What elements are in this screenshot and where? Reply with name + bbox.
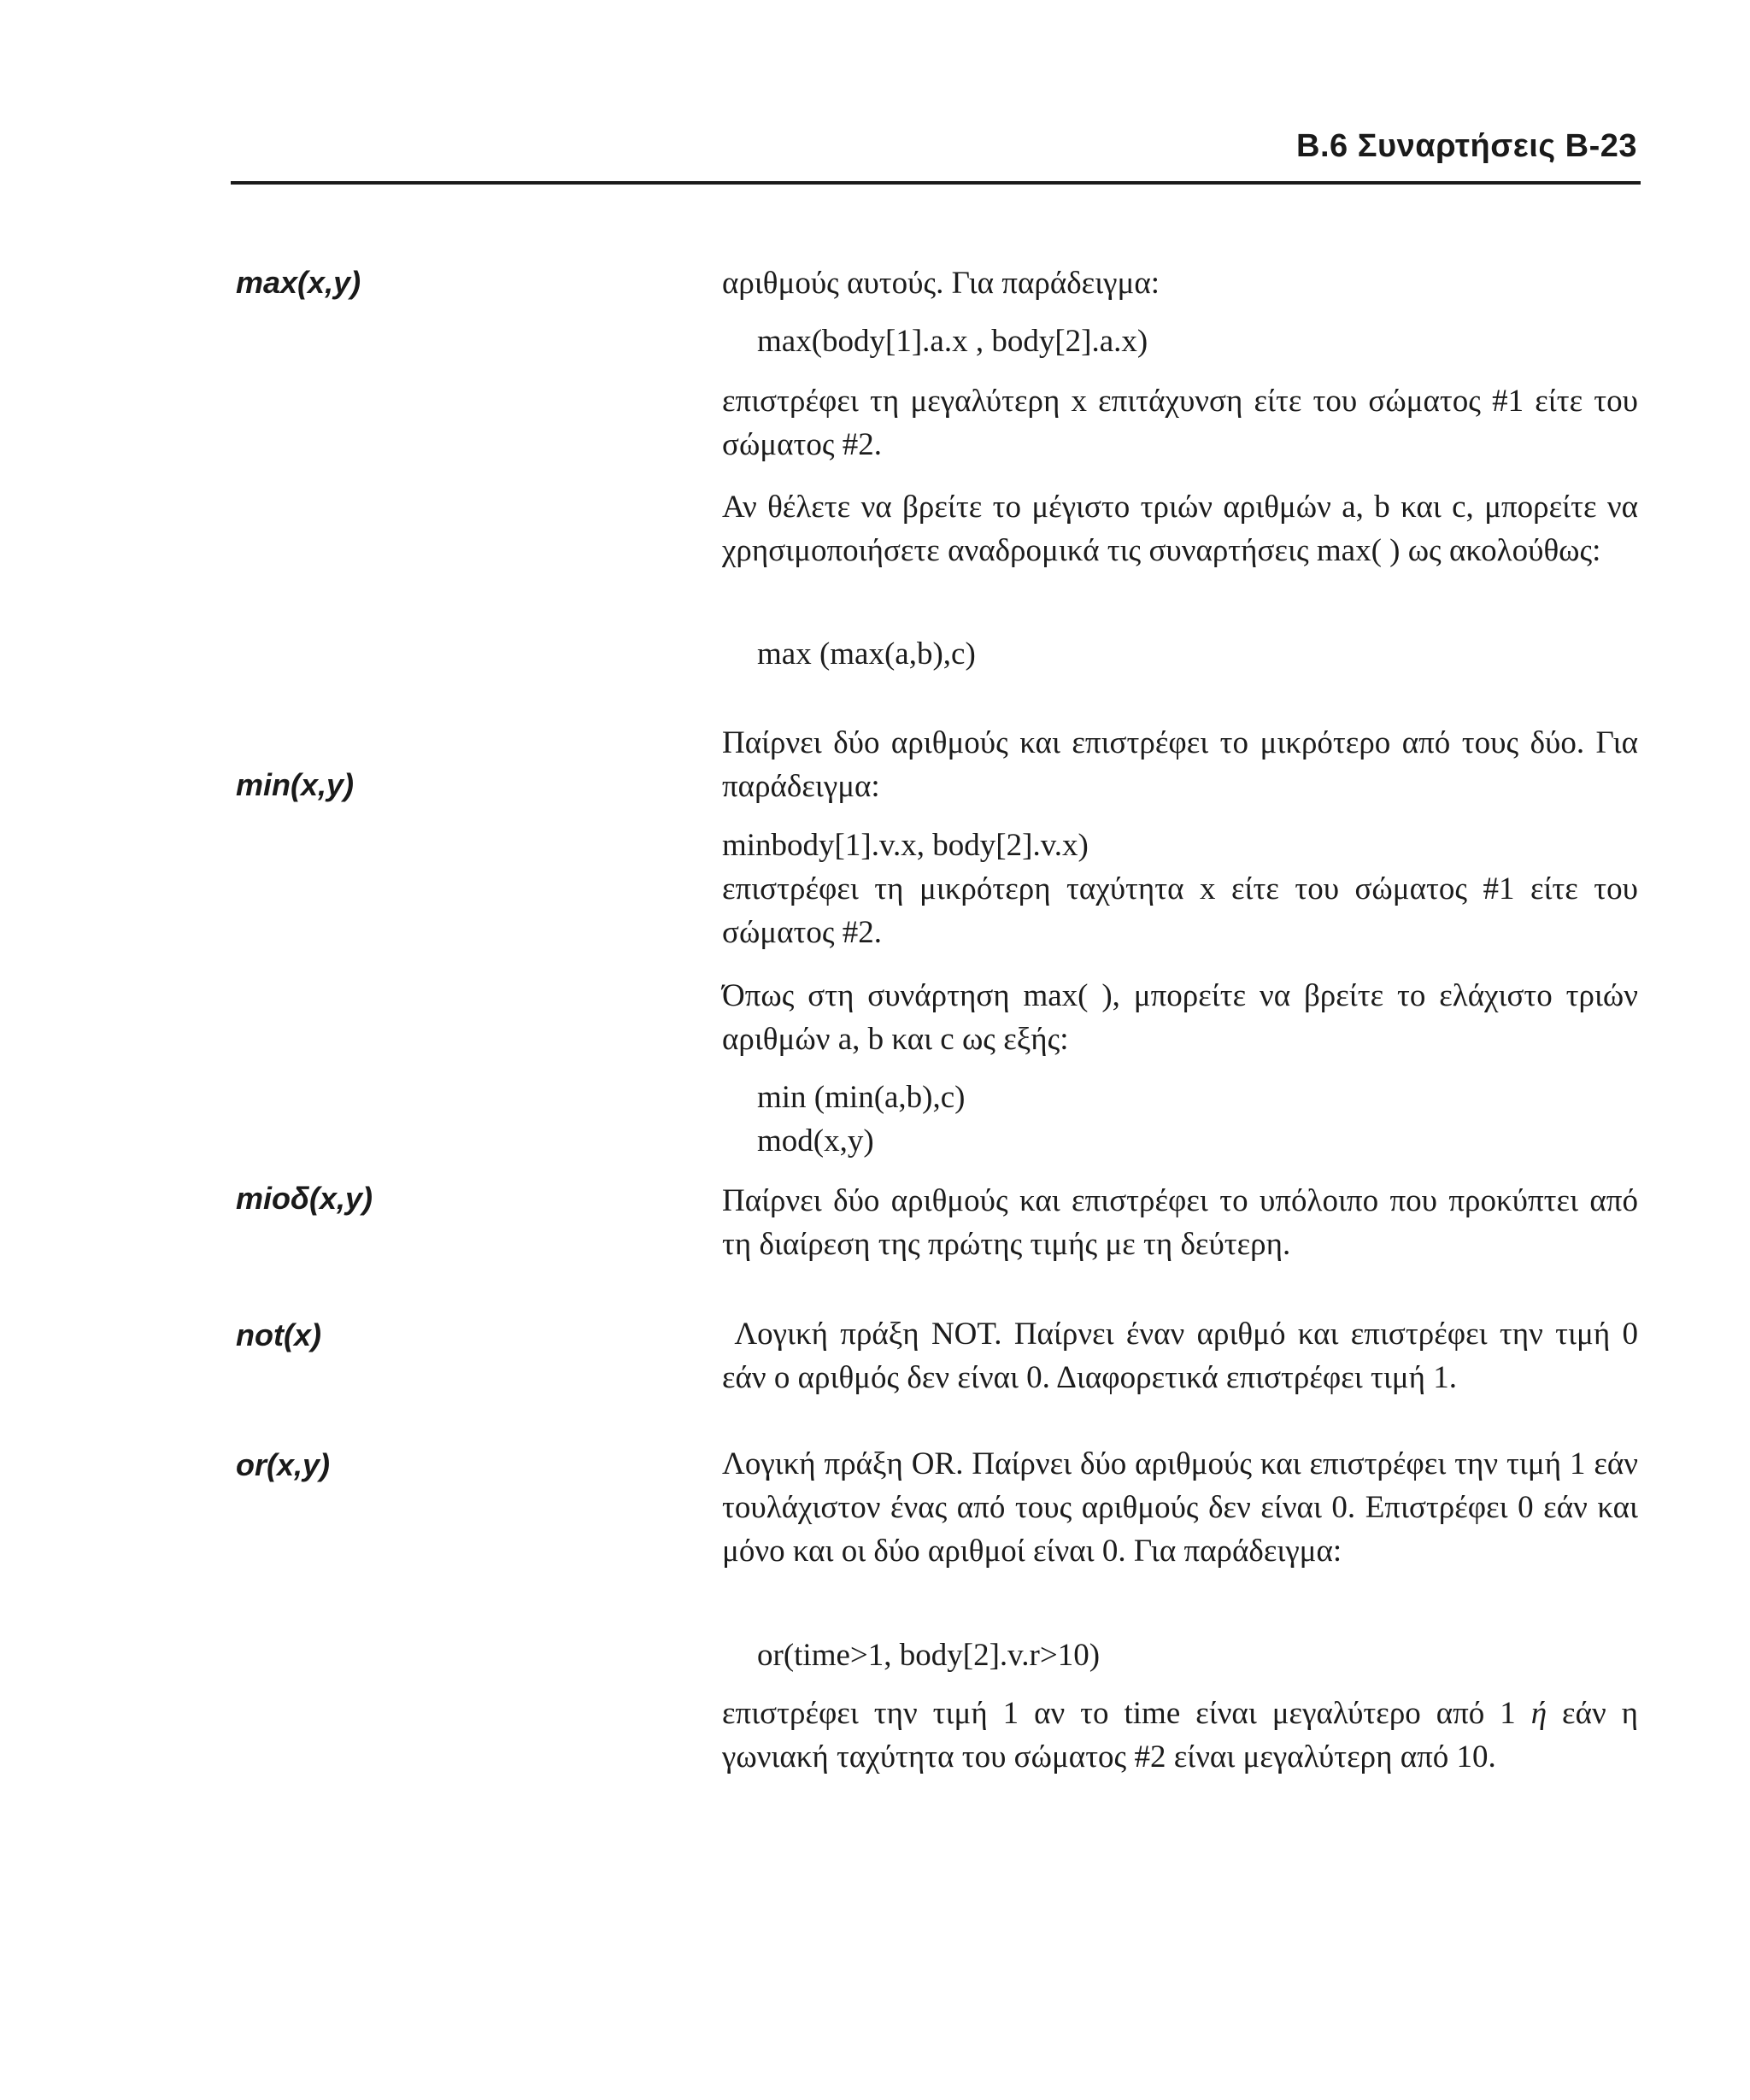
- max-recursive-note: Αν θέλετε να βρείτε το μέγιστο τριών αριθμών a, b και c, μπορείτε να χρησιμοποιήσετε αναδρομικά τις συναρτήσεις max( ) ως ακολούθως:: [722, 490, 1638, 568]
- mod-signature-code: mod(x,y): [757, 1123, 874, 1159]
- or-result-text: [722, 1692, 1638, 1779]
- function-name-min: min(x,y): [236, 767, 355, 802]
- max-description: επιστρέφει τη μεγαλύτερη x επιτάχυνση είτε του σώματος #1 είτε του σώματος #2.: [722, 384, 1638, 462]
- function-name-or: or(x,y): [236, 1447, 331, 1482]
- or-result-part-2: εάν η γωνιακή ταχύτητα του σώματος #2 είναι μεγαλύτερη από 10.: [722, 1696, 1638, 1774]
- min-code-example: minbody[1].v.x, body[2].v.x): [722, 828, 1089, 863]
- not-description: Λογική πράξη NOT. Παίρνει έναν αριθμό και επιστρέφει την τιμή 0 εάν ο αριθμός δεν είναι 0. Διαφορετικά επιστρέφει τιμή 1.: [722, 1317, 1647, 1395]
- max-recursive-code: max (max(a,b),c): [757, 636, 976, 672]
- function-name-mod: mioδ(x,y): [236, 1181, 373, 1216]
- mod-description: Παίρνει δύο αριθμούς και επιστρέφει το υπόλοιπο που προκύπτει από τη διαίρεση της πρώτης τιμής με τη δεύτερη.: [722, 1183, 1638, 1262]
- header-title: B.6 Συναρτήσεις B-23: [1296, 128, 1637, 164]
- or-description: Λογική πράξη OR. Παίρνει δύο αριθμούς και επιστρέφει την τιμή 1 εάν τουλάχιστον ένας από τους αριθμούς δεν είναι 0. Επιστρέφει 0 εάν και μόνο και οι δύο αριθμοί είναι 0. Για παράδειγμα:: [722, 1446, 1638, 1569]
- min-description: επιστρέφει τη μικρότερη ταχύτητα x είτε του σώματος #1 είτε του σώματος #2.: [722, 871, 1638, 950]
- min-intro-text: Παίρνει δύο αριθμούς και επιστρέφει το μικρότερο από τους δύο. Για παράδειγμα:: [722, 725, 1638, 804]
- max-code-example: max(body[1].a.x , body[2].a.x): [757, 324, 1148, 359]
- running-header: [231, 120, 1641, 185]
- min-recursive-note: Όπως στη συνάρτηση max( ), μπορείτε να βρείτε το ελάχιστο τριών αριθμών a, b και c ως εξής:: [722, 978, 1638, 1057]
- or-result-part-1: επιστρέφει την τιμή 1 αν το time είναι μεγαλύτερο από 1: [722, 1696, 1531, 1731]
- or-code-example: or(time>1, body[2].v.r>10): [757, 1638, 1101, 1673]
- or-result-emphasis: ή: [1530, 1696, 1547, 1731]
- max-intro-text: αριθμούς αυτούς. Για παράδειγμα:: [722, 266, 1160, 301]
- function-name-not: not(x): [236, 1317, 321, 1352]
- function-name-max: max(x,y): [236, 265, 361, 300]
- min-recursive-code: min (min(a,b),c): [757, 1080, 966, 1115]
